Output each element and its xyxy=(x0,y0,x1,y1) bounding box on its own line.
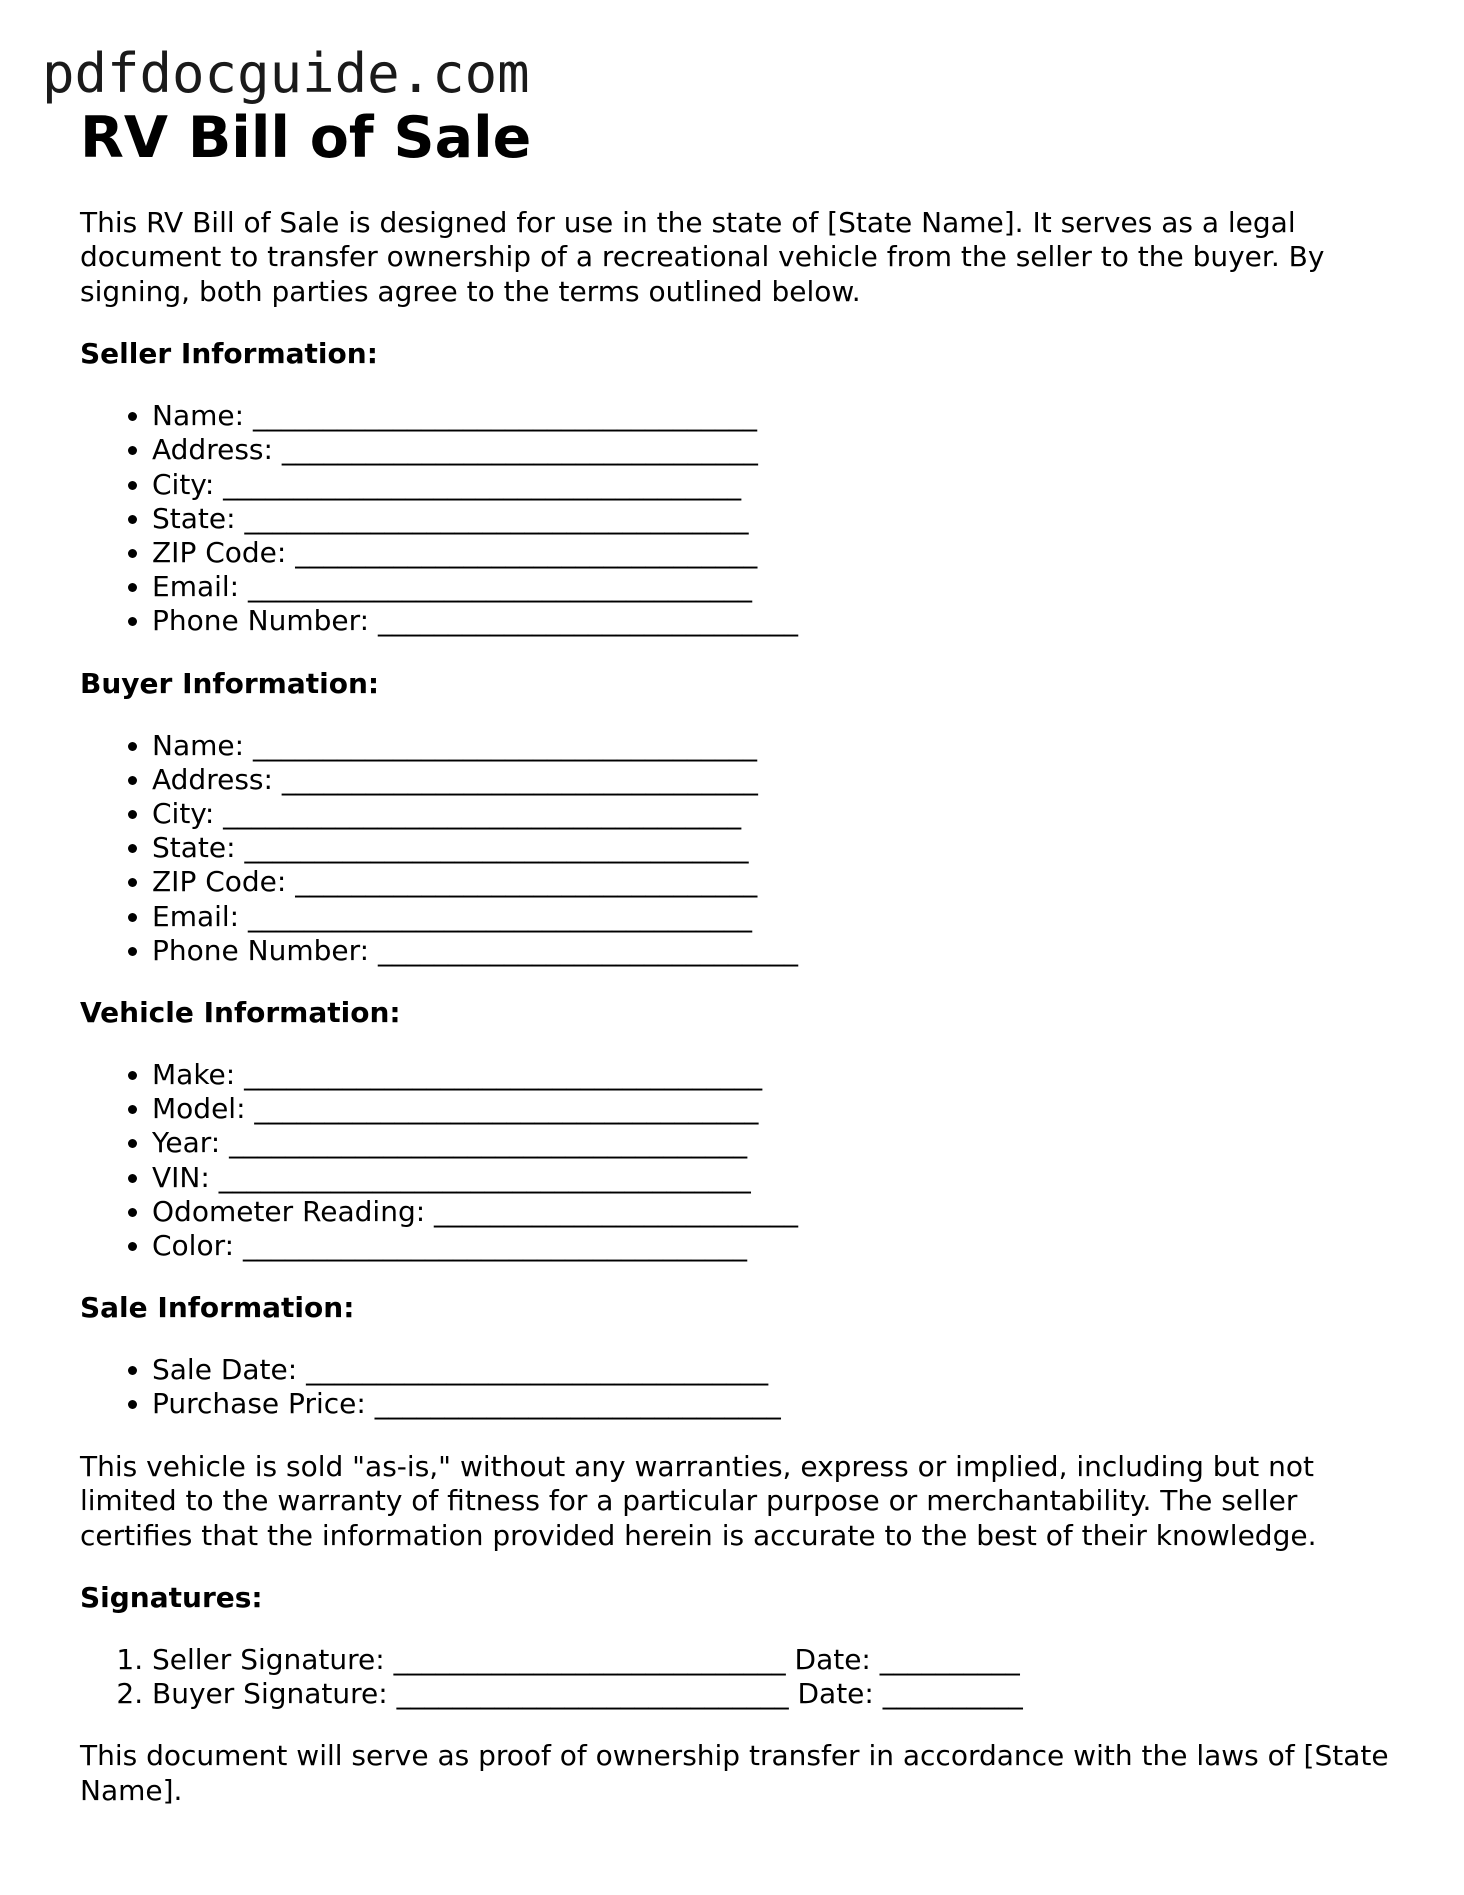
seller-field-list xyxy=(80,399,1400,638)
signatures-heading: Signatures: xyxy=(80,1580,263,1614)
buyer-heading: Buyer Information: xyxy=(80,666,380,700)
purchase-price-field: • Purchase Price: _____________________________ xyxy=(152,1387,1400,1421)
seller-city-field: • City: _____________________________________ xyxy=(152,468,1400,502)
sale-field-list xyxy=(80,1353,1400,1421)
document-body xyxy=(80,98,1400,1808)
closing-paragraph: This document will serve as proof of ownership transfer in accordance with the laws of [State Name]. xyxy=(80,1739,1389,1807)
page-title: RV Bill of Sale xyxy=(80,105,532,171)
vehicle-model-field: • Model: ____________________________________ xyxy=(152,1092,1400,1126)
seller-heading: Seller Information: xyxy=(80,337,378,371)
buyer-city-field: • City: _____________________________________ xyxy=(152,797,1400,831)
vehicle-field-list xyxy=(80,1058,1400,1263)
buyer-phone-field: • Phone Number: ______________________________ xyxy=(152,934,1400,968)
sale-date-field: • Sale Date: _________________________________ xyxy=(152,1353,1400,1387)
buyer-address-field: • Address: __________________________________ xyxy=(152,763,1400,797)
seller-state-field: • State: ____________________________________ xyxy=(152,502,1400,536)
buyer-field-list xyxy=(80,729,1400,968)
vehicle-vin-field: • VIN: ______________________________________ xyxy=(152,1161,1400,1195)
vehicle-heading: Vehicle Information: xyxy=(80,996,401,1030)
seller-name-field: • Name: ____________________________________ xyxy=(152,399,1400,433)
vehicle-year-field: • Year: _____________________________________ xyxy=(152,1126,1400,1160)
buyer-state-field: • State: ____________________________________ xyxy=(152,831,1400,865)
seller-zip-field: • ZIP Code: _________________________________ xyxy=(152,536,1400,570)
seller-signature-line: 1. Seller Signature: ____________________________ Date: __________ xyxy=(152,1643,1400,1677)
seller-email-field: • Email: ____________________________________ xyxy=(152,570,1400,604)
vehicle-odometer-field: • Odometer Reading: __________________________ xyxy=(152,1195,1400,1229)
watermark: pdfdocguide.com xyxy=(42,42,530,105)
buyer-zip-field: • ZIP Code: _________________________________ xyxy=(152,865,1400,899)
intro-paragraph: This RV Bill of Sale is designed for use in the state of [State Name]. It serves as a legal document to transfer ownership of a recreational vehicle from the seller to the buyer. By signing, both parties agree to the terms outlined below. xyxy=(80,206,1325,308)
buyer-signature-line: 2. Buyer Signature: ____________________________ Date: __________ xyxy=(152,1677,1400,1711)
vehicle-color-field: • Color: ____________________________________ xyxy=(152,1229,1400,1263)
as-is-paragraph: This vehicle is sold "as-is," without any warranties, express or implied, including but not limited to the warranty of fitness for a particular purpose or merchantability. The seller certifies that the information provided herein is accurate to the best of their knowledge. xyxy=(80,1449,1317,1552)
signature-list xyxy=(80,1643,1400,1711)
seller-phone-field: • Phone Number: ______________________________ xyxy=(152,604,1400,638)
seller-address-field: • Address: __________________________________ xyxy=(152,433,1400,467)
sale-heading: Sale Information: xyxy=(80,1291,355,1325)
buyer-name-field: • Name: ____________________________________ xyxy=(152,729,1400,763)
buyer-email-field: • Email: ____________________________________ xyxy=(152,900,1400,934)
vehicle-make-field: • Make: _____________________________________ xyxy=(152,1058,1400,1092)
